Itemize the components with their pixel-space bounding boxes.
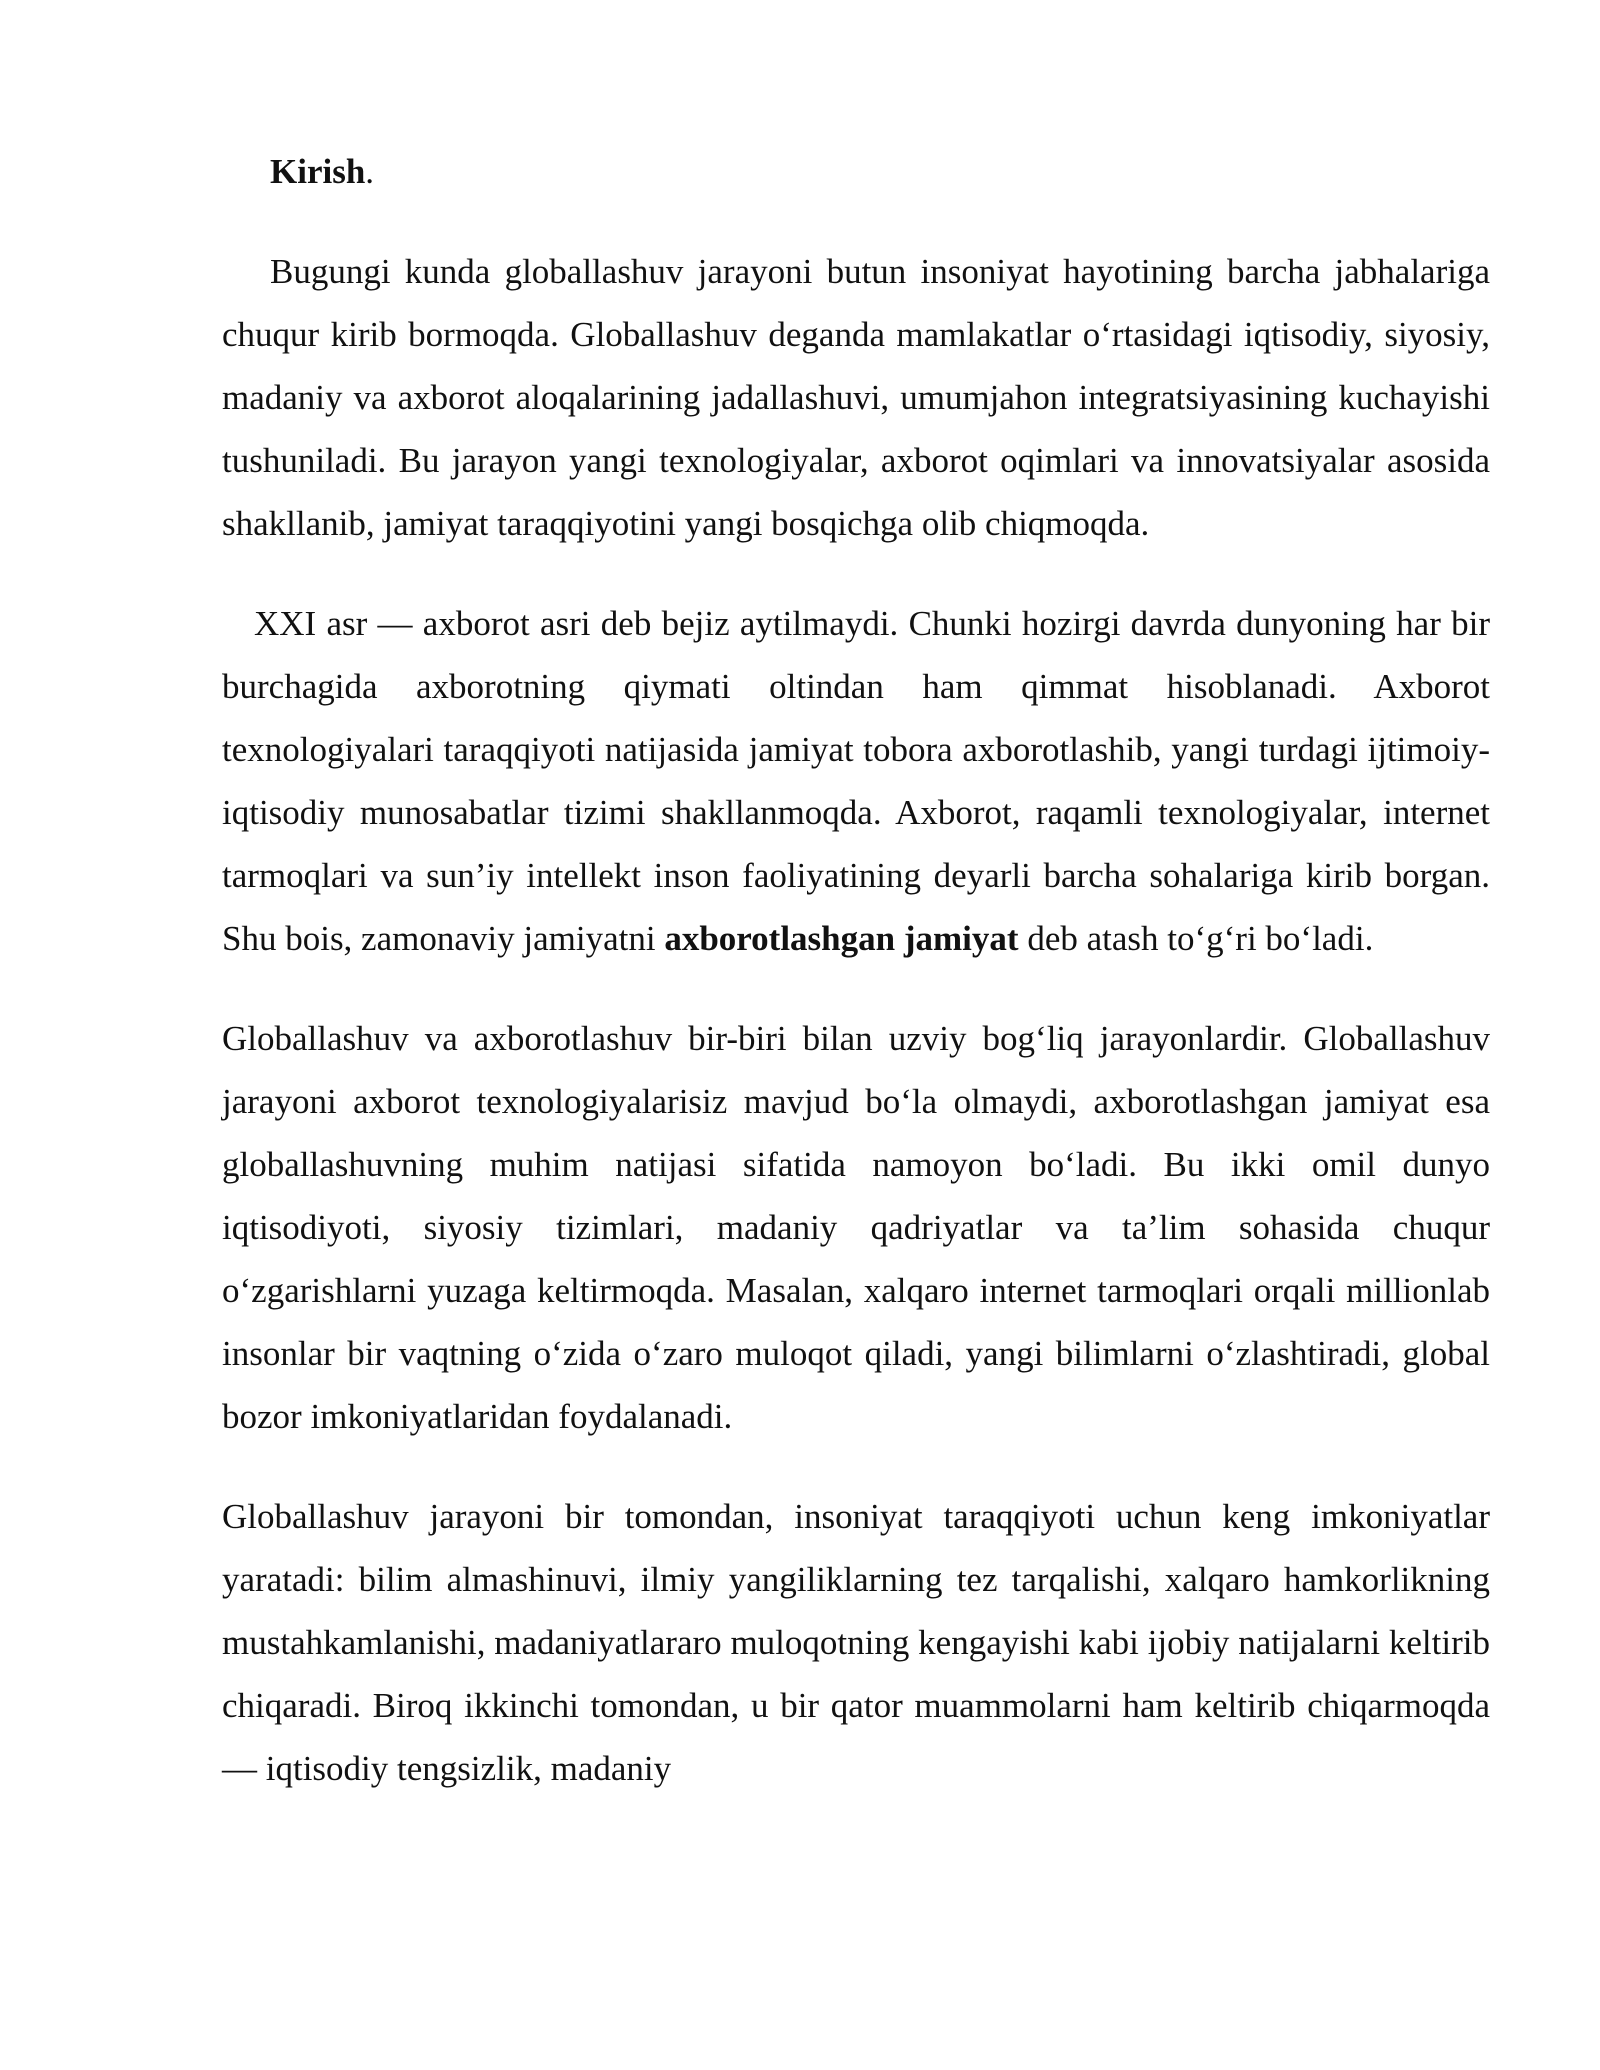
paragraph-text: Globallashuv jarayoni bir tomondan, insoniyat taraqqiyoti uchun keng imkoniyatlar yaratadi: bilim almashinuvi, ilmiy yangiliklarning tez tarqalishi, xalqaro hamkorlikning mustahkamlanishi, madaniyatlararo muloqotning kengayishi kabi ijobiy natijalarni keltirib chiqaradi. Biroq ikkinchi tomondan, u bir qator muammolarni ham keltirib chiqarmoqda — iqtisodiy tengsizlik, madaniy: [222, 1497, 1490, 1788]
bold-term: axborotlashgan jamiyat: [664, 919, 1019, 958]
heading-punctuation: .: [365, 152, 375, 191]
paragraph-text: deb atash to‘g‘ri bo‘ladi.: [1018, 919, 1374, 958]
paragraph-intro: [222, 240, 1490, 555]
document-page: [222, 140, 1490, 1837]
paragraph-opportunities: [222, 1485, 1490, 1800]
paragraph-text: Bugungi kunda globallashuv jarayoni butun insoniyat hayotining barcha jabhalariga chuqur kirib bormoqda. Globallashuv deganda mamlakatlar o‘rtasidagi iqtisodiy, siyosiy, madaniy va axborot aloqalarining jadallashuvi, umumjahon integratsiyasining kuchayishi tushuniladi. Bu jarayon yangi texnologiyalar, axborot oqimlari va innovatsiyalar asosida shakllanib, jamiyat taraqqiyotini yangi bosqichga olib chiqmoqda.: [222, 252, 1490, 543]
paragraph-information-age: [222, 592, 1490, 970]
paragraph-relationship: [222, 1007, 1490, 1448]
paragraph-text: Globallashuv va axborotlashuv bir-biri bilan uzviy bog‘liq jarayonlardir. Globallashuv jarayoni axborot texnologiyalarisiz mavjud bo‘la olmaydi, axborotlashgan jamiyat esa globallashuvning muhim natijasi sifatida namoyon bo‘ladi. Bu ikki omil dunyo iqtisodiyoti, siyosiy tizimlari, madaniy qadriyatlar va ta’lim sohasida chuqur o‘zgarishlarni yuzaga keltirmoqda. Masalan, xalqaro internet tarmoqlari orqali millionlab insonlar bir vaqtning o‘zida o‘zaro muloqot qiladi, yangi bilimlarni o‘zlashtiradi, global bozor imkoniyatlaridan foydalanadi.: [222, 1019, 1490, 1436]
heading-title: Kirish: [270, 152, 366, 191]
paragraph-text: XXI asr — axborot asri deb bejiz aytilmaydi. Chunki hozirgi davrda dunyoning har bir burchagida axborotning qiymati oltindan ham qimmat hisoblanadi. Axborot texnologiyalari taraqqiyoti natijasida jamiyat tobora axborotlashib, yangi turdagi ijtimoiy-iqtisodiy munosabatlar tizimi shakllanmoqda. Axborot, raqamli texnologiyalar, internet tarmoqlari va sun’iy intellekt inson faoliyatining deyarli barcha sohalariga kirib borgan. Shu bois, zamonaviy jamiyatni: [222, 604, 1490, 958]
section-heading: [222, 140, 1490, 203]
